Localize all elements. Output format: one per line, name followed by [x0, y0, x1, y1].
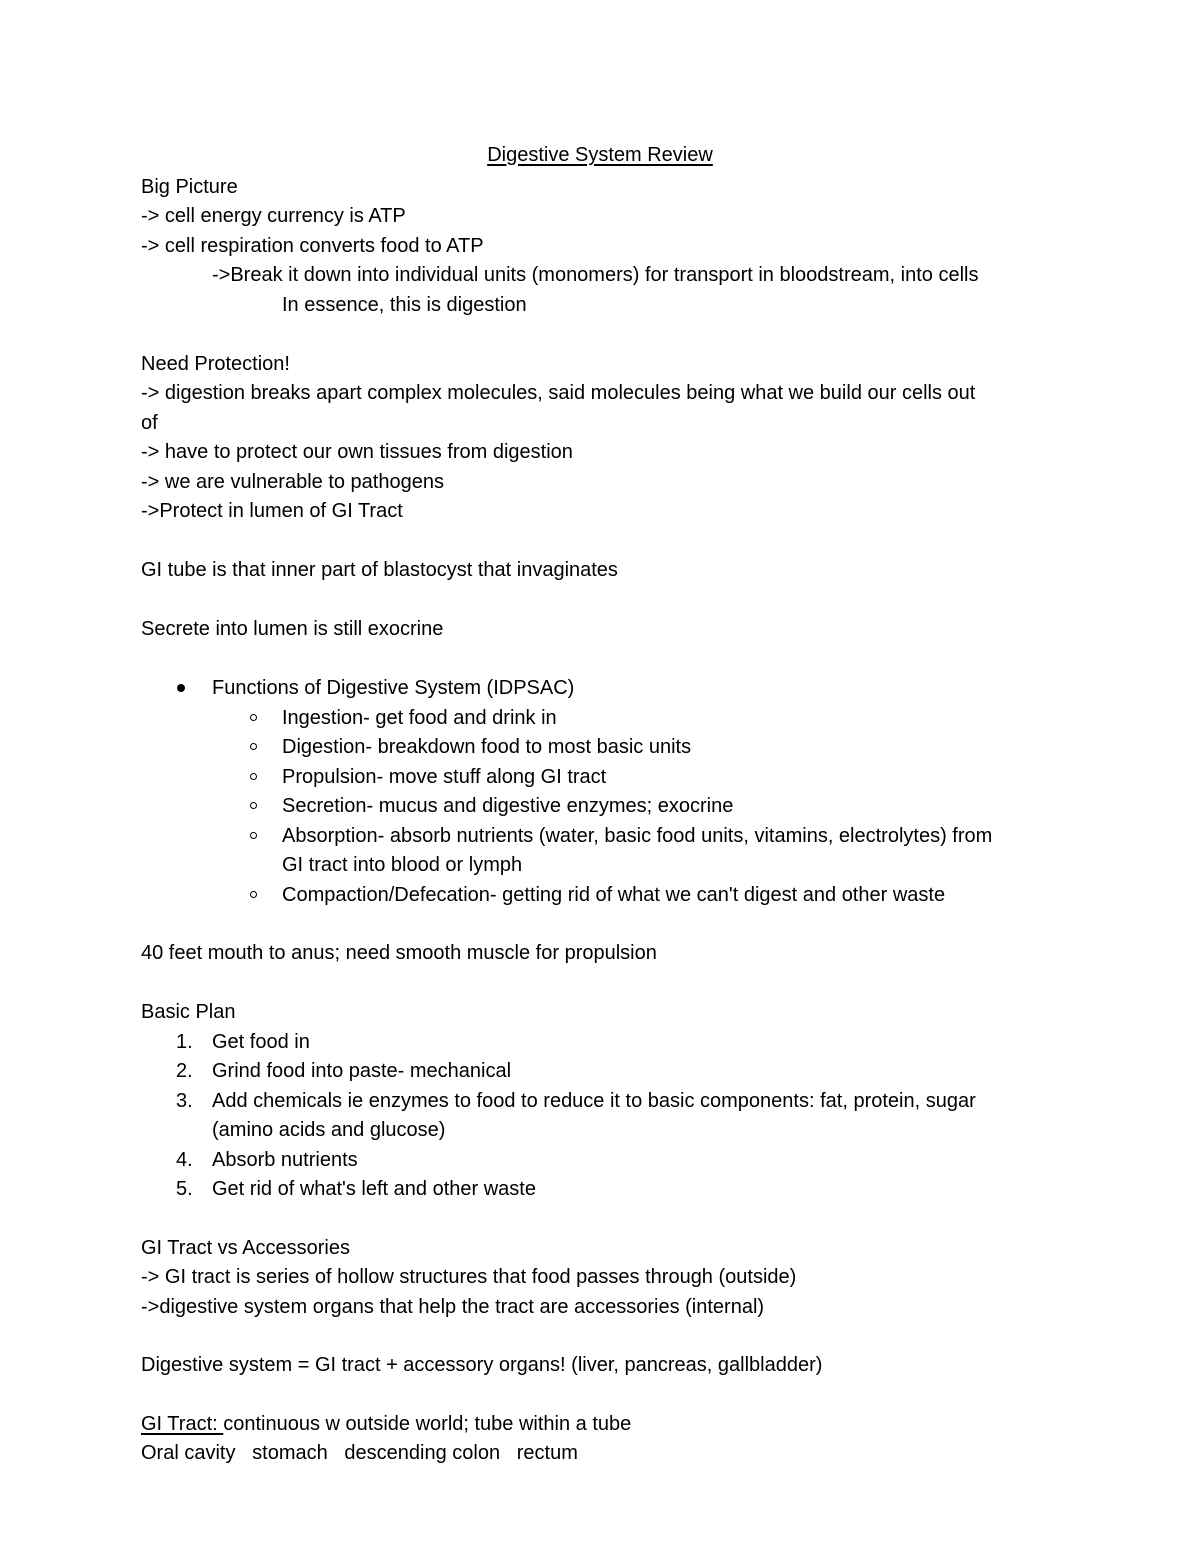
gi-vs-heading: GI Tract vs Accessories [141, 1237, 350, 1259]
protection-line-1b: of [141, 412, 158, 434]
function-item: Absorption- absorb nutrients (water, basic food units, vitamins, electrolytes) from [282, 825, 993, 847]
big-picture-line-1: -> cell energy currency is ATP [141, 205, 406, 227]
protection-line-3: -> we are vulnerable to pathogens [141, 471, 444, 493]
gi-vs-line-1: -> GI tract is series of hollow structures that food passes through (outside) [141, 1266, 797, 1288]
plan-item: Get food in [212, 1031, 310, 1053]
bullet-circle [250, 802, 257, 809]
big-picture-heading: Big Picture [141, 176, 238, 198]
list-number: 1. [176, 1031, 193, 1053]
big-picture-line-4: In essence, this is digestion [282, 294, 527, 316]
list-number: 4. [176, 1149, 193, 1171]
function-item: Propulsion- move stuff along GI tract [282, 766, 607, 788]
plan-item: Absorb nutrients [212, 1149, 358, 1171]
bullet-disc [177, 684, 185, 692]
list-number: 3. [176, 1090, 193, 1112]
protection-line-1a: -> digestion breaks apart complex molecules, said molecules being what we build our cells out [141, 382, 976, 404]
gi-vs-line-2: ->digestive system organs that help the tract are accessories (internal) [141, 1296, 765, 1318]
function-item: Compaction/Defecation- getting rid of what we can't digest and other waste [282, 884, 946, 906]
function-item: Digestion- breakdown food to most basic units [282, 736, 692, 758]
forty-feet-line: 40 feet mouth to anus; need smooth muscle for propulsion [141, 942, 657, 964]
digestive-equation-line: Digestive system = GI tract + accessory organs! (liver, pancreas, gallbladder) [141, 1354, 823, 1376]
bullet-circle [250, 773, 257, 780]
gi-tract-definition [141, 1412, 631, 1436]
big-picture-line-2: -> cell respiration converts food to ATP [141, 235, 484, 257]
protection-heading: Need Protection! [141, 353, 290, 375]
big-picture-line-3: ->Break it down into individual units (monomers) for transport in bloodstream, into cells [212, 264, 979, 286]
list-number: 2. [176, 1060, 193, 1082]
bullet-circle [250, 832, 257, 839]
protection-line-2: -> have to protect our own tissues from digestion [141, 441, 573, 463]
gi-tract-text: continuous w outside world; tube within a tube [223, 1413, 632, 1435]
function-item-continuation: GI tract into blood or lymph [282, 854, 523, 876]
bullet-circle [250, 891, 257, 898]
plan-item-continuation: (amino acids and glucose) [212, 1119, 446, 1141]
gi-tract-label: GI Tract: [141, 1413, 224, 1435]
plan-item: Add chemicals ie enzymes to food to reduce it to basic components: fat, protein, sugar [212, 1090, 976, 1112]
plan-item: Get rid of what's left and other waste [212, 1178, 536, 1200]
function-item: Secretion- mucus and digestive enzymes; exocrine [282, 795, 734, 817]
list-number: 5. [176, 1178, 193, 1200]
secrete-line: Secrete into lumen is still exocrine [141, 618, 444, 640]
bullet-circle [250, 714, 257, 721]
bullet-circle [250, 743, 257, 750]
organs-line: Oral cavity stomach descending colon rectum [141, 1442, 578, 1464]
plan-item: Grind food into paste- mechanical [212, 1060, 512, 1082]
functions-heading: Functions of Digestive System (IDPSAC) [212, 677, 575, 699]
protection-line-4: ->Protect in lumen of GI Tract [141, 500, 403, 522]
gi-tube-line: GI tube is that inner part of blastocyst that invaginates [141, 559, 618, 581]
basic-plan-heading: Basic Plan [141, 1001, 236, 1023]
document-title: Digestive System Review [487, 144, 713, 166]
function-item: Ingestion- get food and drink in [282, 707, 557, 729]
